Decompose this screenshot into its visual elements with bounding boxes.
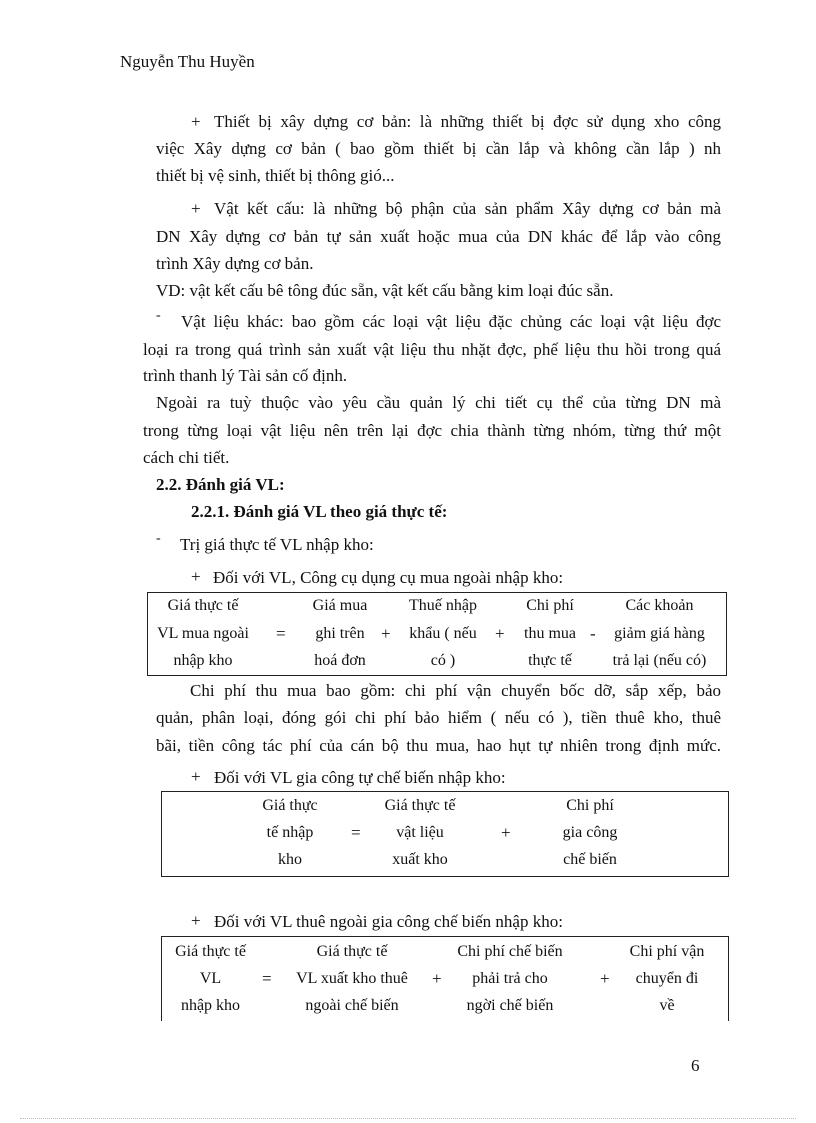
plus-sign: + [495, 624, 505, 643]
author-header: Nguyễn Thu Huyền [120, 52, 255, 71]
formula-1-col-3: Thuế nhập [409, 597, 477, 614]
formula-2-col-2: Giá thực tế [384, 797, 456, 814]
formula-2-col-2: xuất kho [392, 851, 448, 868]
formula-1-col-4: thu mua [524, 625, 576, 642]
formula-3-col-4: về [659, 997, 675, 1014]
para-1-line-1: Thiết bị xây dựng cơ bản: là những thiết bị đợc sử dụng xho công [214, 112, 721, 131]
equals-sign: = [351, 823, 361, 842]
formula-3-col-3: ngời chế biến [466, 997, 554, 1014]
formula-1-col-4: Chi phí [526, 597, 574, 614]
equals-sign: = [276, 624, 286, 643]
formula-3-col-4: Chi phí vận [629, 943, 705, 960]
plus-sign: + [501, 823, 511, 842]
para-4-line-3: trình thanh lý Tài sản cố định. [143, 366, 348, 385]
bullet-plus: + [191, 199, 201, 218]
formula-1-col-1: VL mua ngoài [157, 625, 249, 642]
para-1-line-3: thiết bị vệ sinh, thiết bị thông gió... [156, 166, 395, 185]
formula-3-col-1: Giá thực tế [175, 943, 246, 960]
bullet-plus: + [191, 567, 201, 586]
formula-2-col-3: chế biến [563, 851, 617, 868]
formula-1-col-3: có ) [430, 652, 456, 669]
para-1-line-2: việc Xây dựng cơ bản ( bao gồm thiết bị cần lắp và không cần lắp ) nh [156, 139, 721, 158]
plus-sign: + [432, 969, 442, 988]
page-number: 6 [691, 1056, 700, 1075]
para-5-line-3: cách chi tiết. [143, 448, 230, 467]
formula-3-col-1: nhập kho [180, 997, 241, 1014]
para-3: VD: vật kết cấu bê tông đúc sẵn, vật kết cấu bằng kim loại đúc sẵn. [156, 281, 614, 300]
item-purchased: Đối với VL, Công cụ dụng cụ mua ngoài nhập kho: [213, 568, 564, 587]
formula-1-col-5: Các khoản [625, 597, 694, 614]
formula-2-col-3: gia công [562, 824, 618, 841]
item-outsourced: Đối với VL thuê ngoài gia công chế biến nhập kho: [214, 912, 563, 931]
para-4-line-1: Vật liệu khác: bao gồm các loại vật liệu đặc chủng các loại vật liệu đợc [181, 312, 721, 331]
bullet-plus: + [191, 911, 201, 930]
formula-3-col-3: Chi phí chế biến [457, 943, 563, 960]
bullet-plus: + [191, 767, 201, 786]
para-5-line-1: Ngoài ra tuỳ thuộc vào yêu cầu quản lý chi tiết cụ thể của từng DN mà [156, 393, 721, 412]
formula-1-col-5: trả lại (nếu có) [612, 652, 707, 669]
para-4-line-2: loại ra trong quá trình sản xuất vật liệu thu nhặt đợc, phế liệu thu hồi trong quá [143, 340, 721, 359]
formula-3-col-2: VL xuất kho thuê [296, 970, 408, 987]
plus-sign: + [381, 624, 391, 643]
formula-1-col-2: ghi trên [315, 625, 365, 642]
para-6-line-1: Chi phí thu mua bao gồm: chi phí vận chuyển bốc dỡ, sắp xếp, bảo [190, 681, 721, 700]
formula-2-col-3: Chi phí [566, 797, 614, 814]
para-6-line-3: bãi, tiền công tác phí của cán bộ thu mua, hao hụt tự nhiên trong định mức. [156, 736, 721, 755]
formula-3-col-3: phải trả cho [472, 970, 548, 987]
formula-2-col-1: kho [278, 851, 302, 868]
plus-sign: + [600, 969, 610, 988]
item-self-processed: Đối với VL gia công tự chế biến nhập kho: [214, 768, 506, 787]
formula-3-col-1: VL [199, 970, 222, 987]
heading-2-2: 2.2. Đánh giá VL: [156, 475, 285, 494]
bullet-dash: - [156, 308, 161, 323]
heading-2-2-1: 2.2.1. Đánh giá VL theo giá thực tế: [191, 502, 448, 521]
minus-sign: - [590, 624, 596, 643]
formula-1-col-2: Giá mua [312, 597, 368, 614]
formula-2-col-1: Giá thực [262, 797, 318, 814]
formula-1-col-2: hoá đơn [314, 652, 366, 669]
formula-3-col-4: chuyển đi [635, 970, 699, 987]
bullet-dash: - [156, 531, 161, 546]
formula-2-col-2: vật liệu [396, 824, 444, 841]
item-actual-value: Trị giá thực tế VL nhập kho: [180, 535, 374, 554]
formula-2-col-1: tế nhập [266, 824, 314, 841]
equals-sign: = [262, 969, 272, 988]
formula-3-col-2: ngoài chế biến [305, 997, 399, 1014]
formula-1-col-5: giảm giá hàng [614, 625, 705, 642]
para-2-line-1: Vật kết cấu: là những bộ phận của sản phẩm Xây dựng cơ bản mà [214, 199, 721, 218]
formula-1-col-3: khẩu ( nếu [409, 625, 477, 642]
bullet-plus: + [191, 112, 201, 131]
formula-3-col-2: Giá thực tế [316, 943, 388, 960]
para-2-line-3: trình Xây dựng cơ bản. [156, 254, 314, 273]
formula-1-col-1: Giá thực tế [167, 597, 239, 614]
para-2-line-2: DN Xây dựng cơ bản tự sản xuất hoặc mua của DN khác để lắp vào công [156, 227, 721, 246]
para-5-line-2: trong từng loại vật liệu nên trên lại đợc chia thành từng nhóm, từng thứ một [143, 421, 721, 440]
formula-1-col-4: thực tế [528, 652, 572, 669]
formula-1-col-1: nhập kho [173, 652, 233, 669]
page-edge-divider [20, 1118, 796, 1119]
para-6-line-2: quản, phân loại, đóng gói chi phí bảo hiểm ( nếu có ), tiền thuê kho, thuê [156, 708, 721, 727]
